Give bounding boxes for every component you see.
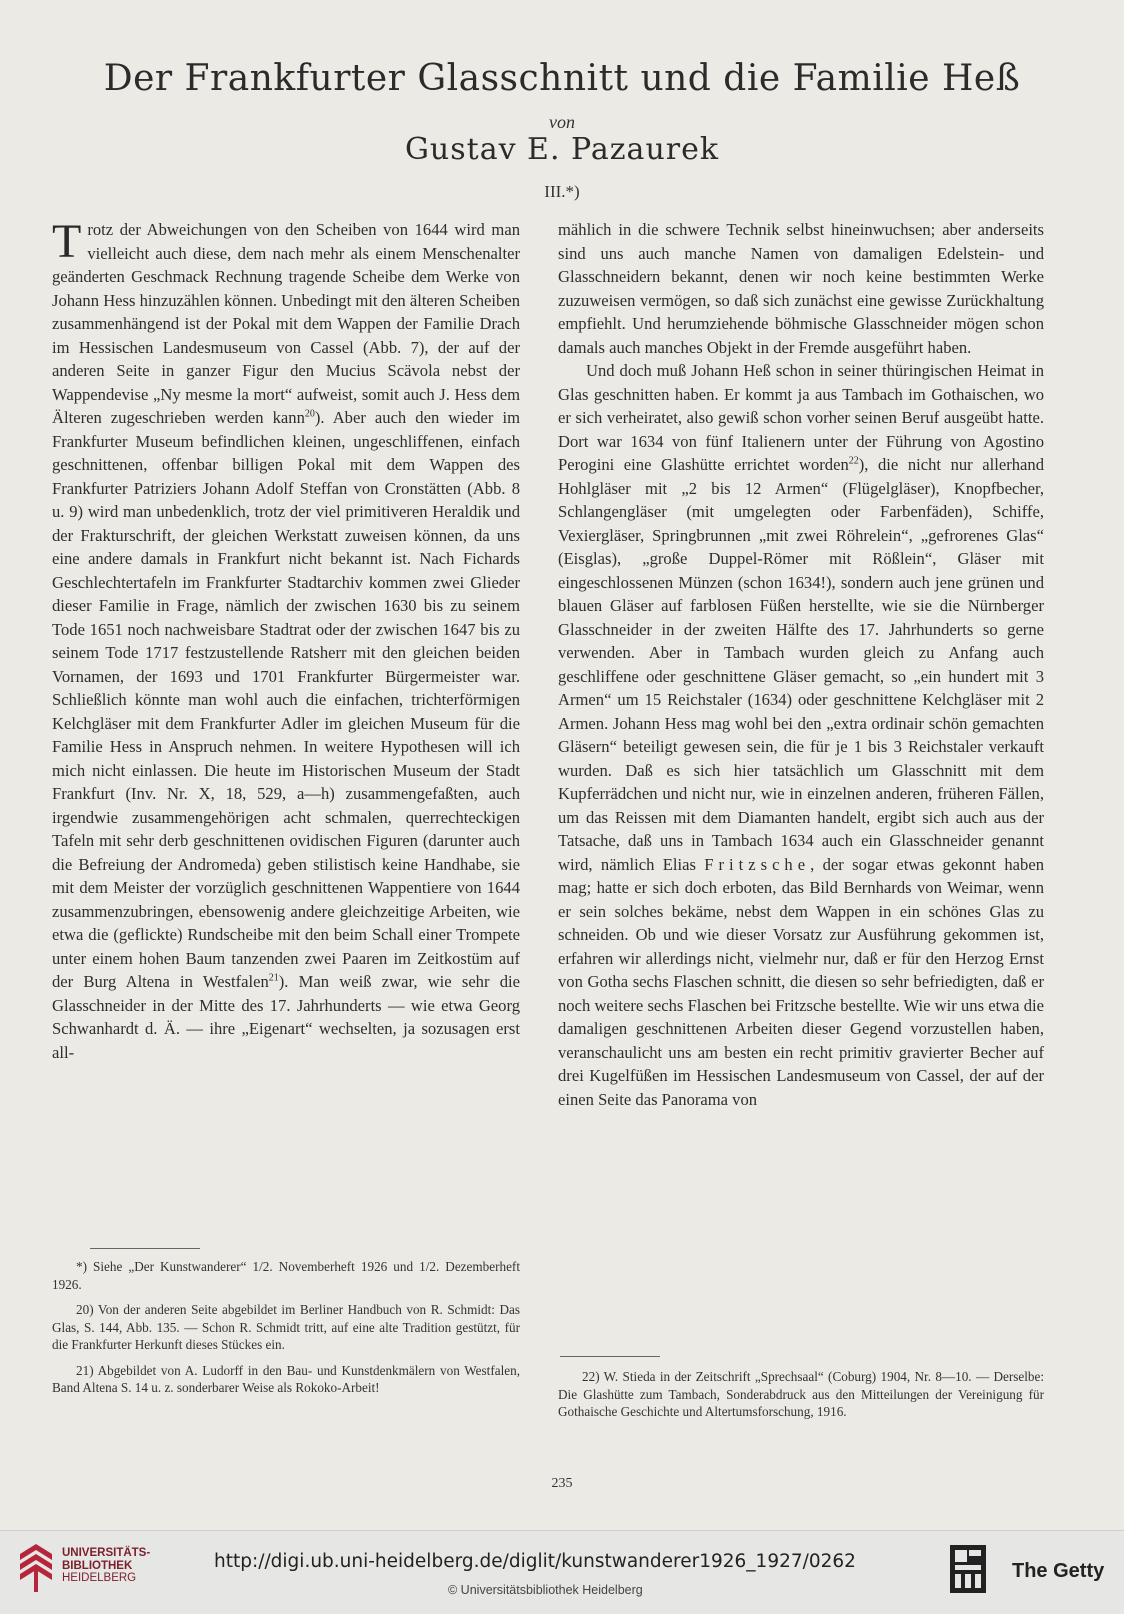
article-title: Der Frankfurter Glasschnitt und die Familie Heß — [103, 58, 1021, 99]
footnotes-right — [558, 1368, 1044, 1429]
permalink-url[interactable]: http://digi.ub.uni-heidelberg.de/diglit/kunstwanderer1926_1927/0262 — [214, 1551, 856, 1572]
footnote-22: 22) W. Stieda in der Zeitschrift „Sprechsaal“ (Coburg) 1904, Nr. 8—10. — Derselbe: Die Glashütte zum Tambach, Sonderabdruck aus den Mitteilungen der Vereinigung für Gothaische Geschichte und Altertumsforschung, 1916. — [558, 1369, 1044, 1419]
library-line-3: HEIDELBERG — [62, 1572, 137, 1584]
library-line-1: UNIVERSITÄTS- — [62, 1547, 151, 1559]
footnote-20: 20) Von der anderen Seite abgebildet im Berliner Handbuch von R. Schmidt: Das Glas, S. 144, Abb. 135. — Schon R. Schmidt tritt, auf eine alte Tradition gestützt, für die Frankfurter Herkunft dieses Stückes ein. — [52, 1302, 520, 1352]
footnotes-left — [52, 1258, 520, 1405]
right-text-2b: ), die nicht nur allerhand Hohlgläser mit „2 bis 12 Armen“ (Flügelgläser), Knopfbecher, Schlangengläser (mit umgelegten oder Farbenfäden), Schiffe, Vexiergläser, Springbrunnen „mit zwei Röhrelein“, „gefrorenes Glas“ (Eisglas), „große Duppel-Römer mit Rößlein“, Gläser mit eingeschlossenen Münzen (schon 1634!), sondern auch jene grünen und blauen Gläser auf farblosen Füßen herstellte, wie sie die Nürnberger Glasschneider in der zweiten Hälfte des 17. Jahrhunderts so gerne verwenden. Aber in Tambach wurden gleich zu Anfang auch geschliffene oder geschnittene Gläser gemacht, so „ein hundert mit 3 Armen“ um 15 Reichstaler (1634) oder geschnittene Kelchgläser mit 2 Armen. Johann Hess mag wohl bei den „extra ordinair schön gemachten Gläsern“ beteiligt gewesen sein, die für je 1 bis 3 Reichstaler verkauft wurden. Daß es sich hier tatsächlich um Glasschnitt mit dem Kupferrädchen und nicht nur, wie in einzelnen anderen, früheren Fällen, um das Reissen mit dem Diamanten handelt, ergibt sich auch aus der Tatsache, daß uns in Tambach 1634 auch ein Glasschneider genannt wird, nämlich Elias — [558, 455, 1044, 874]
right-column — [558, 218, 1044, 1111]
right-paragraph-2 — [558, 359, 1044, 1111]
left-text-1: rotz der Abweichungen von den Scheiben von 1644 wird man vielleicht auch diese, dem nach mehr als einem Menschenalter geänderten Geschmack Rechnung tragende Scheibe dem Werke von Johann Hess hinzuzählen können. Unbedingt mit den älteren Scheiben zusammenhängend ist der Pokal mit dem Wappen der Familie Drach im Hessischen Landesmuseum von Cassel (Abb. 7), der auf der anderen Seite in ganzer Figur den Mucius Scävola nebst der Wappendevise „Ny mesme la mort“ aufweist, somit auch J. Hess dem Älteren zugeschrieben werden kann — [52, 220, 520, 427]
library-line-2: BIBLIOTHEK — [62, 1559, 133, 1572]
author-name: Gustav E. Pazaurek — [404, 132, 720, 167]
getty-logo-icon — [950, 1545, 986, 1593]
footnote-rule-left — [90, 1248, 200, 1249]
spaced-name: Fritzsche — [704, 854, 811, 874]
copyright-notice: © Universitätsbibliothek Heidelberg — [448, 1583, 643, 1597]
right-text-2a: Und doch muß Johann Heß schon in seiner thüringischen Heimat in Glas geschnitten haben. Er kommt ja aus Tambach im Gothaischen, wo er sich verheiratet, also gewiß schon vorher seinen Beruf ausgeübt hatte. Dort war 1634 von fünf Italienern unter der Führung von Agostino Perogini eine Glashütte errichtet worden — [558, 361, 1044, 474]
left-column — [52, 215, 520, 1064]
footnote-rule-right — [560, 1356, 660, 1357]
right-paragraph-1: mählich in die schwere Technik selbst hineinwuchsen; aber anderseits sind uns auch manche Namen von damaligen Edelstein- und Glasschneidern bekannt, denen wir noch keine bestimmten Werke zuzuweisen vermögen, so daß sich zunächst eine gewisse Zurückhaltung empfiehlt. Und herumziehende böhmische Glasschneider mögen schon damals auch manches Objekt in der Fremde ausgeführt haben. — [558, 220, 1044, 357]
getty-label: The Getty — [1012, 1560, 1105, 1582]
left-paragraph — [52, 215, 520, 1064]
footnote-ref-21: 21 — [268, 972, 279, 984]
footnote-ref-22: 22 — [848, 455, 859, 467]
right-text-2c: , der sogar etwas gekonnt haben mag; hatte er sich doch erboten, das Bild Bernhards von Weimar, wenn er sein solches bekäme, nebst dem Wappen in ein schönes Glas zu schneiden. Ob und wie dieser Vorsatz zur Ausführung gekommen ist, erfahren wir allerdings nicht, vielmehr nur, daß er für den Herzog Ernst von Gotha sechs Flaschen schnitt, die diesen so sehr befriedigten, daß er noch weitere sechs Flaschen bei Fritzsche bestellte. Wie wir uns etwa die damaligen geschnittenen Arbeiten dieser Gegend vorzustellen haben, veranschaulicht uns am besten ein recht primitiv gravierter Becher auf drei Kugelfüßen im Hessischen Landesmuseum von Cassel, der auf der einen Seite das Panorama von — [558, 854, 1044, 1109]
left-text-1b: ). Aber auch den wieder im Frankfurter Museum befindlichen kleinen, ungeschliffenen, einfach geschnittenen, offenbar billigen Pokal mit dem Wappen des Frankfurter Patriziers Johann Adolf Steffan von Cronstätten (Abb. 8 u. 9) wird man unbedenklich, trotz der viel primitiveren Heraldik und der Frakturschrift, der gleichen Werkstatt zuweisen können, da uns eine andere damals in Frankfurt nicht bekannt ist. Nach Fichards Geschlechtertafeln im Frankfurter Stadtarchiv kommen zwei Glieder dieser Familie in Frage, nämlich der zwischen 1630 bis zu seinem Tode 1651 noch nachweisbare Stadtrat oder der zwischen 1647 bis zu seinem Tode 1717 festzustellende Ratsherr mit den gleichen beiden Vornamen, der 1693 und 1701 Frankfurter Bürgermeister war. Schließlich könnte man wohl auch die einfachen, trichterförmigen Kelchgläser mit dem Frankfurter Adler im gleichen Museum für die Familie Hess in Anspruch nehmen. In weitere Hypothesen will ich mich nicht einlassen. Die heute im Historischen Museum der Stadt Frankfurt (Inv. Nr. X, 18, 529, a—h) zusammengefaßten, auch irgendwie zusammengehörigen acht schmalen, querrechteckigen Tafeln mit sehr derb geschnittenen ovidischen Figuren (darunter auch die Befreiung der Andromeda) geben stilistisch keine Handhabe, sie mit dem Meister der vorzüglich geschnittenen Wappentiere von 1644 zusammenzubringen, ebensowenig andere gleichzeitige Arbeiten, wie etwa die (geflickte) Rundscheibe mit den beim Schall einer Trompete unter einem hohen Baum tanzenden zwei Paaren im Zeitkostüm auf der Burg Altena in Westfalen — [52, 408, 520, 991]
footnote-ref-20: 20 — [304, 408, 315, 420]
part-number: III.*) — [544, 182, 580, 201]
university-library-logo-icon — [16, 1540, 56, 1596]
footnote-star: *) Siehe „Der Kunstwanderer“ 1/2. Novemberheft 1926 und 1/2. Dezemberheft 1926. — [52, 1259, 520, 1292]
footnote-21: 21) Abgebildet von A. Ludorff in den Bau- und Kunstdenkmälern von Westfalen, Band Altena S. 14 u. z. sonderbarer Weise als Rokoko-Arbeit! — [52, 1362, 520, 1395]
drop-cap: T — [52, 215, 82, 268]
left-text-1c: ). Man weiß zwar, wie sehr die Glasschneider in der Mitte des 17. Jahrhunderts — wie etwa Georg Schwanhardt d. Ä. — ihre „Eigenart“ wechselten, ja sozusagen erst all- — [52, 972, 520, 1062]
page-number: 235 — [551, 1476, 573, 1491]
library-name — [62, 1547, 150, 1585]
byline: von — [549, 112, 575, 132]
